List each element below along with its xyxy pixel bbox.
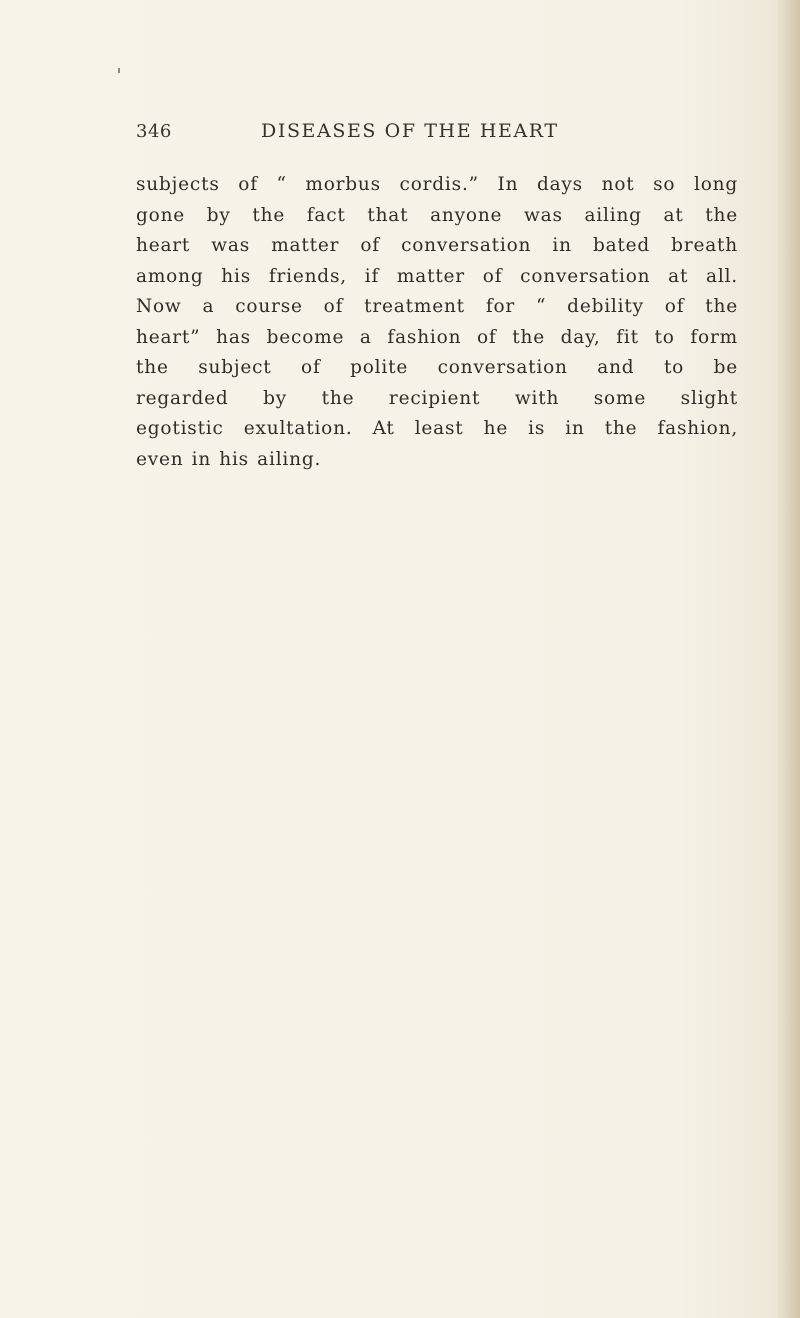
text-line: heart was matter of conversation in bated breath	[136, 235, 738, 256]
ink-speck	[118, 68, 120, 73]
text-line: the subject of polite conversation and to be	[136, 357, 738, 378]
page-header	[136, 121, 732, 151]
body-paragraph	[136, 170, 738, 475]
text-line: among his friends, if matter of conversation at all.	[136, 265, 738, 287]
page-edge-shadow	[778, 0, 800, 1318]
text-line: egotistic exultation. At least he is in the fashion,	[136, 418, 738, 439]
text-line: regarded by the recipient with some slight	[136, 387, 738, 409]
text-line: Now a course of treatment for “ debility of the	[136, 296, 738, 317]
text-line: even in his ailing.	[136, 448, 322, 470]
text-line: heart” has become a fashion of the day, fit to form	[136, 326, 738, 348]
text-line: subjects of “ morbus cordis.” In days not so long	[136, 174, 738, 195]
page-number: 346	[136, 121, 172, 142]
text-line: gone by the fact that anyone was ailing at the	[136, 204, 738, 226]
running-head: DISEASES OF THE HEART	[261, 120, 559, 142]
